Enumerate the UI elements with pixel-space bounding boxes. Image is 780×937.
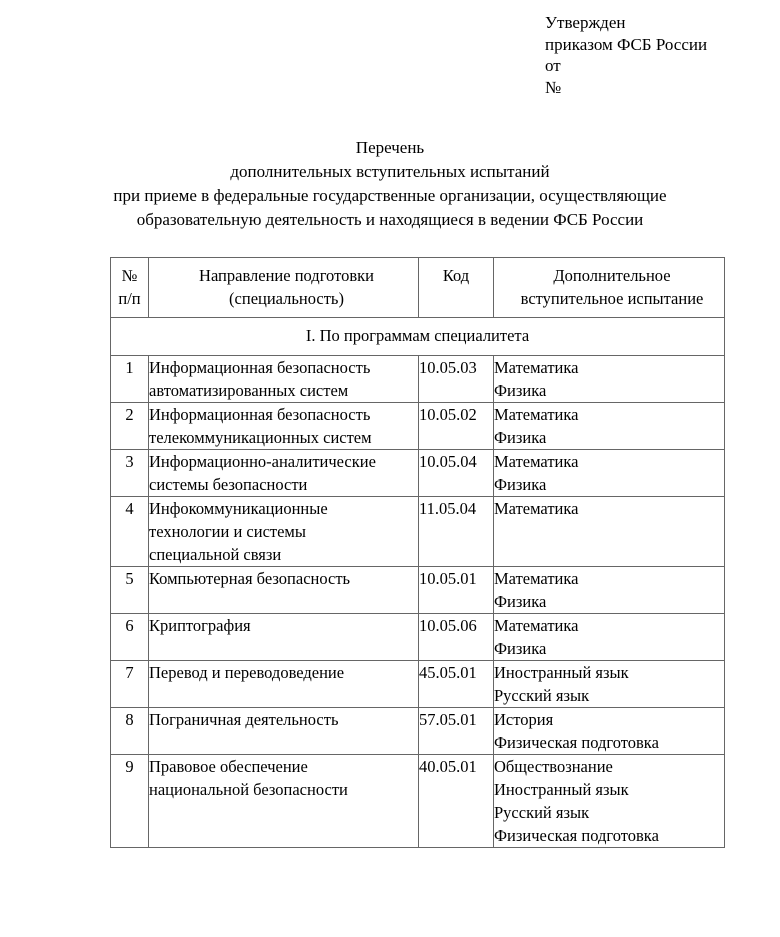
table-row [111, 497, 725, 567]
approval-line-1: Утвержден [545, 13, 626, 32]
entrance-exams-table [110, 257, 725, 848]
approval-block [545, 12, 770, 98]
specialty-line: автоматизированных систем [149, 381, 349, 400]
exam-line: Физика [494, 428, 547, 447]
row-exams [494, 661, 725, 708]
header-cell-code [419, 258, 494, 318]
row-specialty [149, 661, 419, 708]
row-number: 5 [111, 567, 149, 614]
header-number-line-2: п/п [118, 289, 141, 308]
row-code: 40.05.01 [419, 755, 494, 848]
table-row [111, 403, 725, 450]
exam-line: Математика [494, 499, 579, 518]
exam-line: Русский язык [494, 803, 590, 822]
row-exams [494, 755, 725, 848]
header-cell-exam [494, 258, 725, 318]
header-cell-number [111, 258, 149, 318]
title-line-3: при приеме в федеральные государственные организации, осуществляющие [113, 186, 667, 205]
header-exam-line-1: Дополнительное [553, 266, 671, 285]
row-code: 10.05.02 [419, 403, 494, 450]
exam-line: Математика [494, 405, 579, 424]
table-row [111, 356, 725, 403]
table-row [111, 450, 725, 497]
row-number: 6 [111, 614, 149, 661]
specialty-line: технологии и системы [149, 522, 306, 541]
specialty-line: Инфокоммуникационные [149, 499, 328, 518]
exam-line: Физика [494, 639, 547, 658]
header-specialty-line-2: (специальность) [229, 289, 344, 308]
specialty-line: Перевод и переводоведение [149, 663, 345, 682]
header-code-line-1: Код [442, 266, 470, 285]
exam-line: Русский язык [494, 686, 590, 705]
row-code: 11.05.04 [419, 497, 494, 567]
row-number: 2 [111, 403, 149, 450]
specialty-line: специальной связи [149, 545, 282, 564]
approval-line-4: № [545, 77, 562, 97]
specialty-line: Компьютерная безопасность [149, 569, 351, 588]
exam-line: Физика [494, 475, 547, 494]
specialty-line: Правовое обеспечение [149, 757, 308, 776]
row-specialty [149, 450, 419, 497]
row-code: 57.05.01 [419, 708, 494, 755]
row-exams [494, 450, 725, 497]
row-code: 10.05.06 [419, 614, 494, 661]
specialty-line: системы безопасности [149, 475, 308, 494]
exam-line: Иностранный язык [494, 663, 629, 682]
header-specialty-line-1: Направление подготовки [199, 266, 374, 285]
exam-line: Физическая подготовка [494, 826, 659, 845]
row-exams [494, 567, 725, 614]
row-code: 10.05.03 [419, 356, 494, 403]
approval-line-3: от [545, 56, 561, 75]
row-specialty [149, 755, 419, 848]
specialty-line: Информационная безопасность [149, 405, 371, 424]
table-row [111, 661, 725, 708]
title-line-1: Перечень [355, 138, 425, 157]
table-row [111, 708, 725, 755]
row-number: 3 [111, 450, 149, 497]
exam-line: История [494, 710, 554, 729]
row-specialty [149, 403, 419, 450]
exam-line: Физика [494, 381, 547, 400]
specialty-line: Пограничная деятельность [149, 710, 339, 729]
table-row [111, 755, 725, 848]
specialty-line: Информационная безопасность [149, 358, 371, 377]
exam-line: Математика [494, 616, 579, 635]
table-row [111, 567, 725, 614]
exam-line: Математика [494, 358, 579, 377]
page-title [0, 136, 780, 232]
table-row [111, 614, 725, 661]
row-exams [494, 708, 725, 755]
table-header-row [111, 258, 725, 318]
section-label: I. По программам специалитета [111, 318, 725, 356]
row-exams [494, 614, 725, 661]
exam-line: Физическая подготовка [494, 733, 659, 752]
header-cell-specialty [149, 258, 419, 318]
approval-line-2: приказом ФСБ России [545, 34, 708, 54]
specialty-line: национальной безопасности [149, 780, 348, 799]
specialty-line: Криптография [149, 616, 251, 635]
row-exams [494, 356, 725, 403]
exam-line: Физика [494, 592, 547, 611]
row-exams [494, 497, 725, 567]
row-number: 9 [111, 755, 149, 848]
row-code: 10.05.01 [419, 567, 494, 614]
row-code: 45.05.01 [419, 661, 494, 708]
row-specialty [149, 356, 419, 403]
title-line-4: образовательную деятельность и находящиеся в ведении ФСБ России [136, 210, 644, 229]
entrance-exams-table-wrap [110, 257, 724, 848]
header-number-line-1: № [121, 266, 138, 285]
row-number: 7 [111, 661, 149, 708]
row-code: 10.05.04 [419, 450, 494, 497]
exam-line: Математика [494, 569, 579, 588]
row-number: 8 [111, 708, 149, 755]
header-exam-line-2: вступительное испытание [520, 289, 704, 308]
row-specialty [149, 614, 419, 661]
row-specialty [149, 708, 419, 755]
title-line-2: дополнительных вступительных испытаний [230, 162, 550, 181]
specialty-line: телекоммуникационных систем [149, 428, 372, 447]
specialty-line: Информационно-аналитические [149, 452, 376, 471]
table-section-row [111, 318, 725, 356]
row-specialty [149, 567, 419, 614]
row-specialty [149, 497, 419, 567]
row-number: 1 [111, 356, 149, 403]
exam-line: Обществознание [494, 757, 613, 776]
exam-line: Иностранный язык [494, 780, 629, 799]
row-number: 4 [111, 497, 149, 567]
exam-line: Математика [494, 452, 579, 471]
row-exams [494, 403, 725, 450]
